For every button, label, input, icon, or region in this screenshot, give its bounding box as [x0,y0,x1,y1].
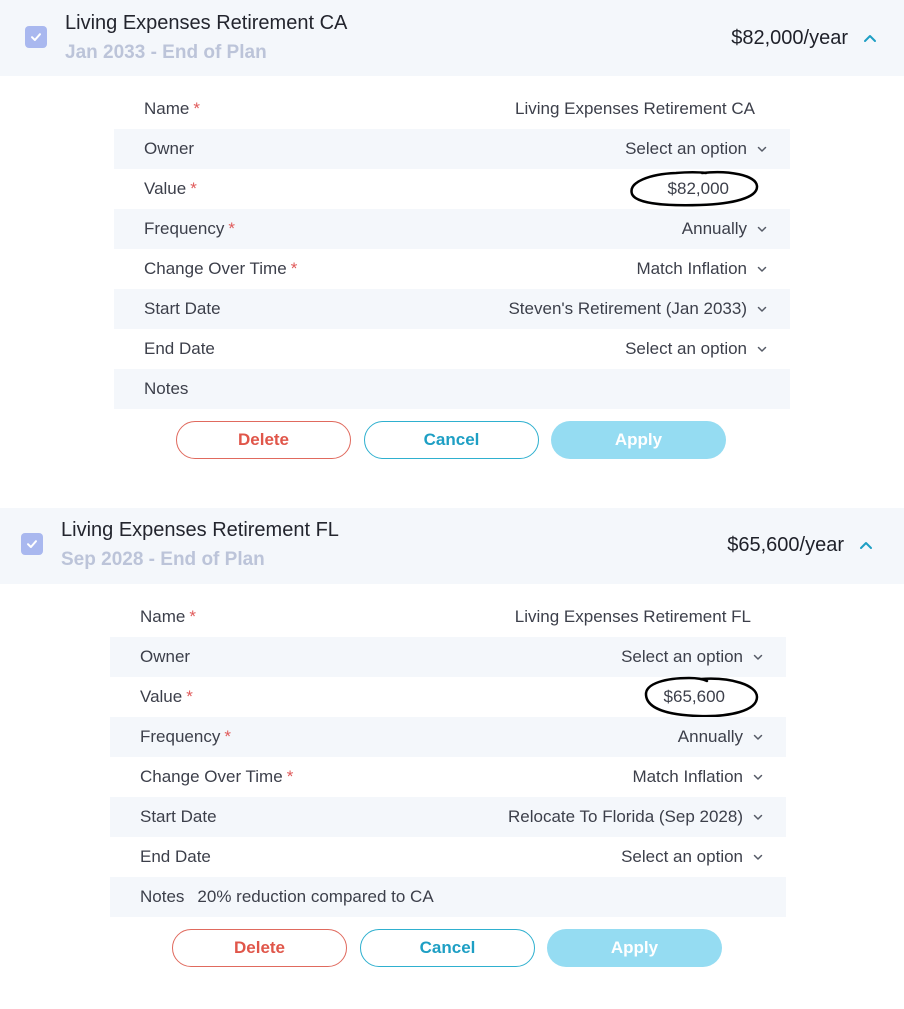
field-frequency[interactable] [114,209,790,249]
cancel-button[interactable]: Cancel [360,929,535,967]
field-label: End Date [140,847,211,866]
chevron-down-icon [756,143,768,155]
field-change-over-time[interactable] [114,249,790,289]
value-input[interactable]: $65,600 [664,687,725,707]
end-date-select[interactable]: Select an option [625,339,760,359]
card-amount: $65,600/year [727,534,844,556]
chevron-up-icon[interactable] [862,30,878,46]
field-label: Value * [140,687,193,706]
chevron-down-icon [752,651,764,663]
chevron-up-icon[interactable] [858,537,874,553]
chevron-down-icon [756,223,768,235]
field-name[interactable] [114,89,790,129]
expense-card-ca [0,0,904,480]
chevron-down-icon [752,771,764,783]
field-notes[interactable] [114,369,790,409]
field-owner[interactable] [114,129,790,169]
chevron-down-icon [752,851,764,863]
field-label: Start Date [144,299,221,318]
field-frequency[interactable] [110,717,786,757]
field-label: Frequency * [144,219,235,238]
field-label: Change Over Time * [144,259,298,278]
card-date-range: Jan 2033 - End of Plan [65,42,267,63]
select-checkbox[interactable] [21,533,43,555]
field-end-date[interactable] [114,329,790,369]
field-label: Notes [140,887,185,906]
field-owner[interactable] [110,637,786,677]
chevron-down-icon [756,263,768,275]
card-header[interactable] [0,0,904,76]
field-value[interactable] [114,169,790,209]
field-label: End Date [144,339,215,358]
start-date-select[interactable]: Steven's Retirement (Jan 2033) [508,299,760,319]
change-over-time-select[interactable]: Match Inflation [632,767,756,787]
field-notes[interactable] [110,877,786,917]
field-label: Name * [144,99,200,118]
field-label: Start Date [140,807,217,826]
expense-card-fl [0,508,904,988]
card-title: Living Expenses Retirement FL [61,519,339,541]
start-date-select[interactable]: Relocate To Florida (Sep 2028) [508,807,756,827]
card-amount: $82,000/year [731,27,848,49]
field-label: Frequency * [140,727,231,746]
field-label: Notes [144,379,189,398]
field-name[interactable] [110,597,786,637]
check-icon [25,537,39,551]
field-label: Owner [140,647,191,666]
card-title: Living Expenses Retirement CA [65,12,348,34]
owner-select[interactable]: Select an option [625,139,760,159]
field-label: Owner [144,139,195,158]
chevron-down-icon [752,811,764,823]
field-start-date[interactable] [110,797,786,837]
chevron-down-icon [752,731,764,743]
change-over-time-select[interactable]: Match Inflation [636,259,760,279]
frequency-select[interactable]: Annually [678,727,756,747]
expense-form [114,89,790,409]
field-start-date[interactable] [114,289,790,329]
owner-select[interactable]: Select an option [621,647,756,667]
delete-button[interactable]: Delete [172,929,347,967]
check-icon [29,30,43,44]
notes-input[interactable]: 20% reduction compared to CA [197,887,434,906]
delete-button[interactable]: Delete [176,421,351,459]
field-label: Value * [144,179,197,198]
card-header[interactable] [0,508,904,584]
end-date-select[interactable]: Select an option [621,847,756,867]
frequency-select[interactable]: Annually [682,219,760,239]
apply-button[interactable]: Apply [547,929,722,967]
chevron-down-icon [756,343,768,355]
field-end-date[interactable] [110,837,786,877]
select-checkbox[interactable] [25,26,47,48]
expense-form [110,597,786,917]
value-input[interactable]: $82,000 [668,179,729,199]
chevron-down-icon [756,303,768,315]
field-value[interactable] [110,677,786,717]
field-change-over-time[interactable] [110,757,786,797]
card-date-range: Sep 2028 - End of Plan [61,549,265,570]
name-input[interactable]: Living Expenses Retirement CA [514,99,755,118]
name-input[interactable]: Living Expenses Retirement FL [514,607,751,626]
apply-button[interactable]: Apply [551,421,726,459]
cancel-button[interactable]: Cancel [364,421,539,459]
field-label: Name * [140,607,196,626]
field-label: Change Over Time * [140,767,294,786]
